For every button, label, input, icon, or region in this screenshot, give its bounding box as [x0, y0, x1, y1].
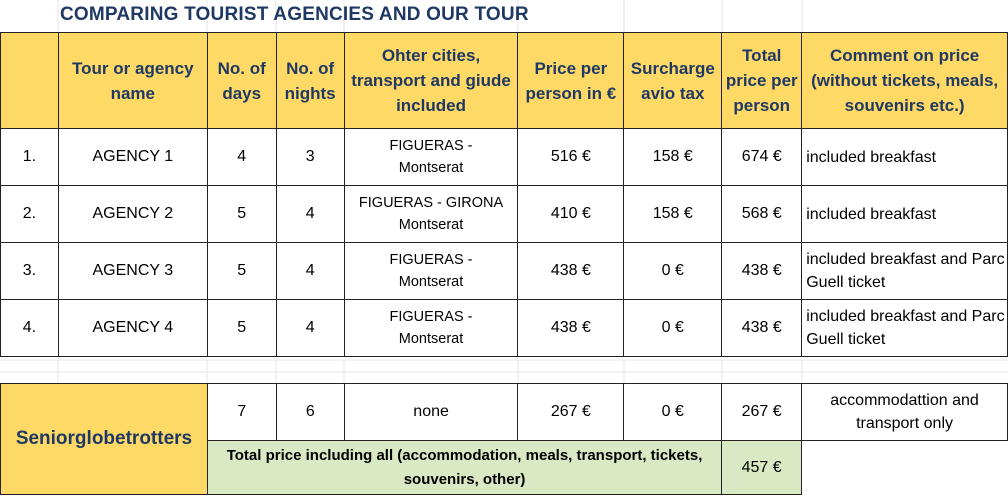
comment-cell: included breakfast and Parc Guell ticket: [802, 300, 1008, 357]
comment-cell: included breakfast: [802, 129, 1008, 186]
nights-cell: 4: [276, 243, 344, 300]
price-cell: 438 €: [518, 243, 624, 300]
our-tour-name: Seniorglobetrotters: [1, 384, 208, 495]
comment-cell: included breakfast and Parc Guell ticket: [802, 243, 1008, 300]
all-inclusive-price: 457 €: [722, 441, 802, 495]
comment-cell: included breakfast: [802, 186, 1008, 243]
header-price: Price per person in €: [518, 33, 624, 129]
nights-cell: 4: [276, 186, 344, 243]
our-tour-row: [1, 384, 1008, 441]
total-cell: 674 €: [722, 129, 802, 186]
surcharge-cell: 0 €: [624, 243, 722, 300]
price-cell: 267 €: [518, 384, 624, 441]
cities-line: FIGUERAS -: [389, 309, 473, 325]
cities-cell: none: [344, 384, 518, 441]
nights-cell: 6: [276, 384, 344, 441]
surcharge-cell: 0 €: [624, 384, 722, 441]
surcharge-cell: 158 €: [624, 129, 722, 186]
header-total: Total price per person: [722, 33, 802, 129]
days-cell: 5: [207, 243, 276, 300]
table-row: [1, 129, 1008, 186]
all-inclusive-label: Total price including all (accommodation, meals, transport, tickets, souvenirs, other): [207, 441, 721, 495]
surcharge-cell: 158 €: [624, 186, 722, 243]
page-title: COMPARING TOURIST AGENCIES AND OUR TOUR: [60, 4, 529, 25]
row-number: 1.: [1, 129, 59, 186]
header-number: [1, 33, 59, 129]
table-row: [1, 300, 1008, 357]
header-comment: Comment on price (without tickets, meals, souvenirs etc.): [802, 33, 1008, 129]
cities-line: FIGUERAS -: [389, 252, 473, 268]
row-number: 3.: [1, 243, 59, 300]
cities-line: Montserat: [398, 160, 464, 176]
total-cell: 438 €: [722, 243, 802, 300]
price-cell: 438 €: [518, 300, 624, 357]
row-number: 2.: [1, 186, 59, 243]
total-cell: 568 €: [722, 186, 802, 243]
table-row: [1, 243, 1008, 300]
cities-cell: [344, 300, 518, 357]
header-row: [1, 33, 1008, 129]
table-row: [1, 186, 1008, 243]
total-cell: 267 €: [722, 384, 802, 441]
agency-name: AGENCY 3: [58, 243, 207, 300]
comparison-table: [0, 32, 1008, 357]
empty-cell: [802, 441, 1008, 495]
total-cell: 438 €: [722, 300, 802, 357]
header-agency-name: Tour or agency name: [58, 33, 207, 129]
days-cell: 5: [207, 186, 276, 243]
cities-line: FIGUERAS - GIRONA: [358, 195, 504, 211]
price-cell: 516 €: [518, 129, 624, 186]
days-cell: 7: [207, 384, 276, 441]
agency-name: AGENCY 1: [58, 129, 207, 186]
cities-cell: [344, 243, 518, 300]
header-days: No. of days: [207, 33, 276, 129]
days-cell: 4: [207, 129, 276, 186]
row-number: 4.: [1, 300, 59, 357]
surcharge-cell: 0 €: [624, 300, 722, 357]
days-cell: 5: [207, 300, 276, 357]
our-tour-table: [0, 383, 1008, 495]
header-cities: Ohter cities, transport and giude included: [344, 33, 518, 129]
cities-line: Montserat: [398, 217, 464, 233]
header-surcharge: Surcharge avio tax: [624, 33, 722, 129]
nights-cell: 3: [276, 129, 344, 186]
nights-cell: 4: [276, 300, 344, 357]
header-nights: No. of nights: [276, 33, 344, 129]
cities-cell: [344, 129, 518, 186]
comment-cell: accommodattion and transport only: [802, 384, 1008, 441]
agency-name: AGENCY 2: [58, 186, 207, 243]
agency-name: AGENCY 4: [58, 300, 207, 357]
cities-cell: [344, 186, 518, 243]
cities-line: FIGUERAS -: [389, 138, 473, 154]
cities-line: Montserat: [398, 331, 464, 347]
cities-line: Montserat: [398, 274, 464, 290]
price-cell: 410 €: [518, 186, 624, 243]
